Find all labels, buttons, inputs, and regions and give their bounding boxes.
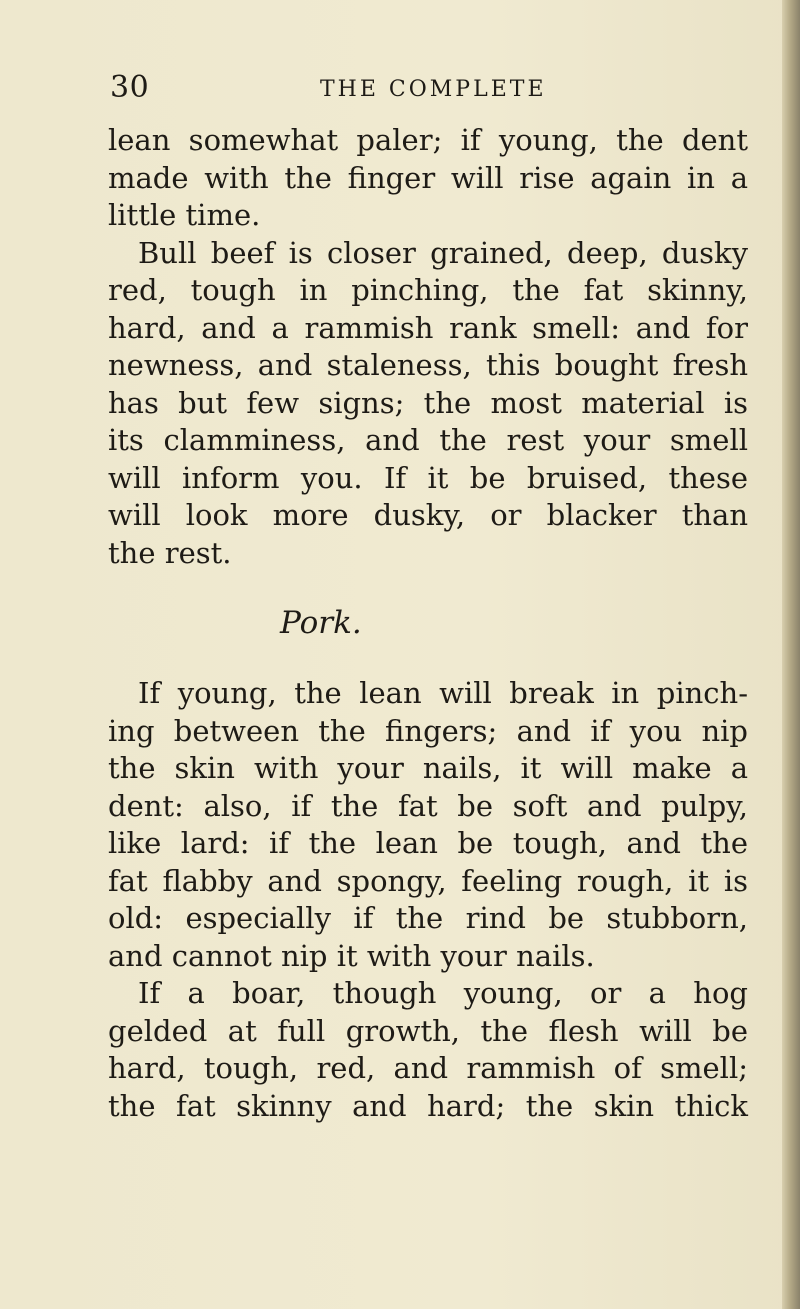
text-line: the rest. (108, 535, 232, 570)
text-line: will inform you. If it be bruised, these (108, 460, 748, 495)
text-line: dent: also, if the fat be soft and pulpy, (108, 788, 748, 823)
text-line: gelded at full growth, the flesh will be (108, 1013, 748, 1048)
text-line: If a boar, though young, or a hog (138, 976, 748, 1010)
section-heading: Pork. (280, 605, 362, 641)
text-line: Bull beef is closer grained, deep, dusky (138, 235, 748, 270)
text-line: the skin with your nails, it will make a (108, 751, 748, 785)
page-edge-shadow (782, 0, 800, 1309)
text-line: If young, the lean will break in pinch- (138, 676, 748, 710)
text-line: its clamminess, and the rest your smell (108, 423, 748, 457)
text-line: red, tough in pinching, the fat skinny, (108, 273, 748, 307)
text-line: fat flabby and spongy, feeling rough, it is (108, 863, 748, 898)
text-line: has but few signs; the most material is (108, 385, 748, 420)
text-line: will look more dusky, or blacker than (108, 498, 748, 532)
text-line: like lard: if the lean be tough, and the (108, 826, 748, 860)
text-line: the fat skinny and hard; the skin thick (108, 1088, 748, 1123)
text-line: ing between the fingers; and if you nip (108, 713, 748, 748)
text-line: newness, and staleness, this bought fresh (108, 348, 748, 382)
body-text (108, 122, 748, 1125)
running-title: THE COMPLETE (320, 77, 547, 102)
text-line: made with the finger will rise again in a (108, 160, 748, 195)
page-header (110, 70, 760, 114)
text-line: hard, tough, red, and rammish of smell; (108, 1051, 748, 1085)
text-line: lean somewhat paler; if young, the dent (108, 123, 748, 157)
text-line: little time. (108, 198, 261, 232)
text-line: and cannot nip it with your nails. (108, 938, 595, 973)
text-line: old: especially if the rind be stubborn, (108, 901, 748, 935)
page-number: 30 (110, 70, 150, 105)
text-line: hard, and a rammish rank smell: and for (108, 310, 748, 345)
